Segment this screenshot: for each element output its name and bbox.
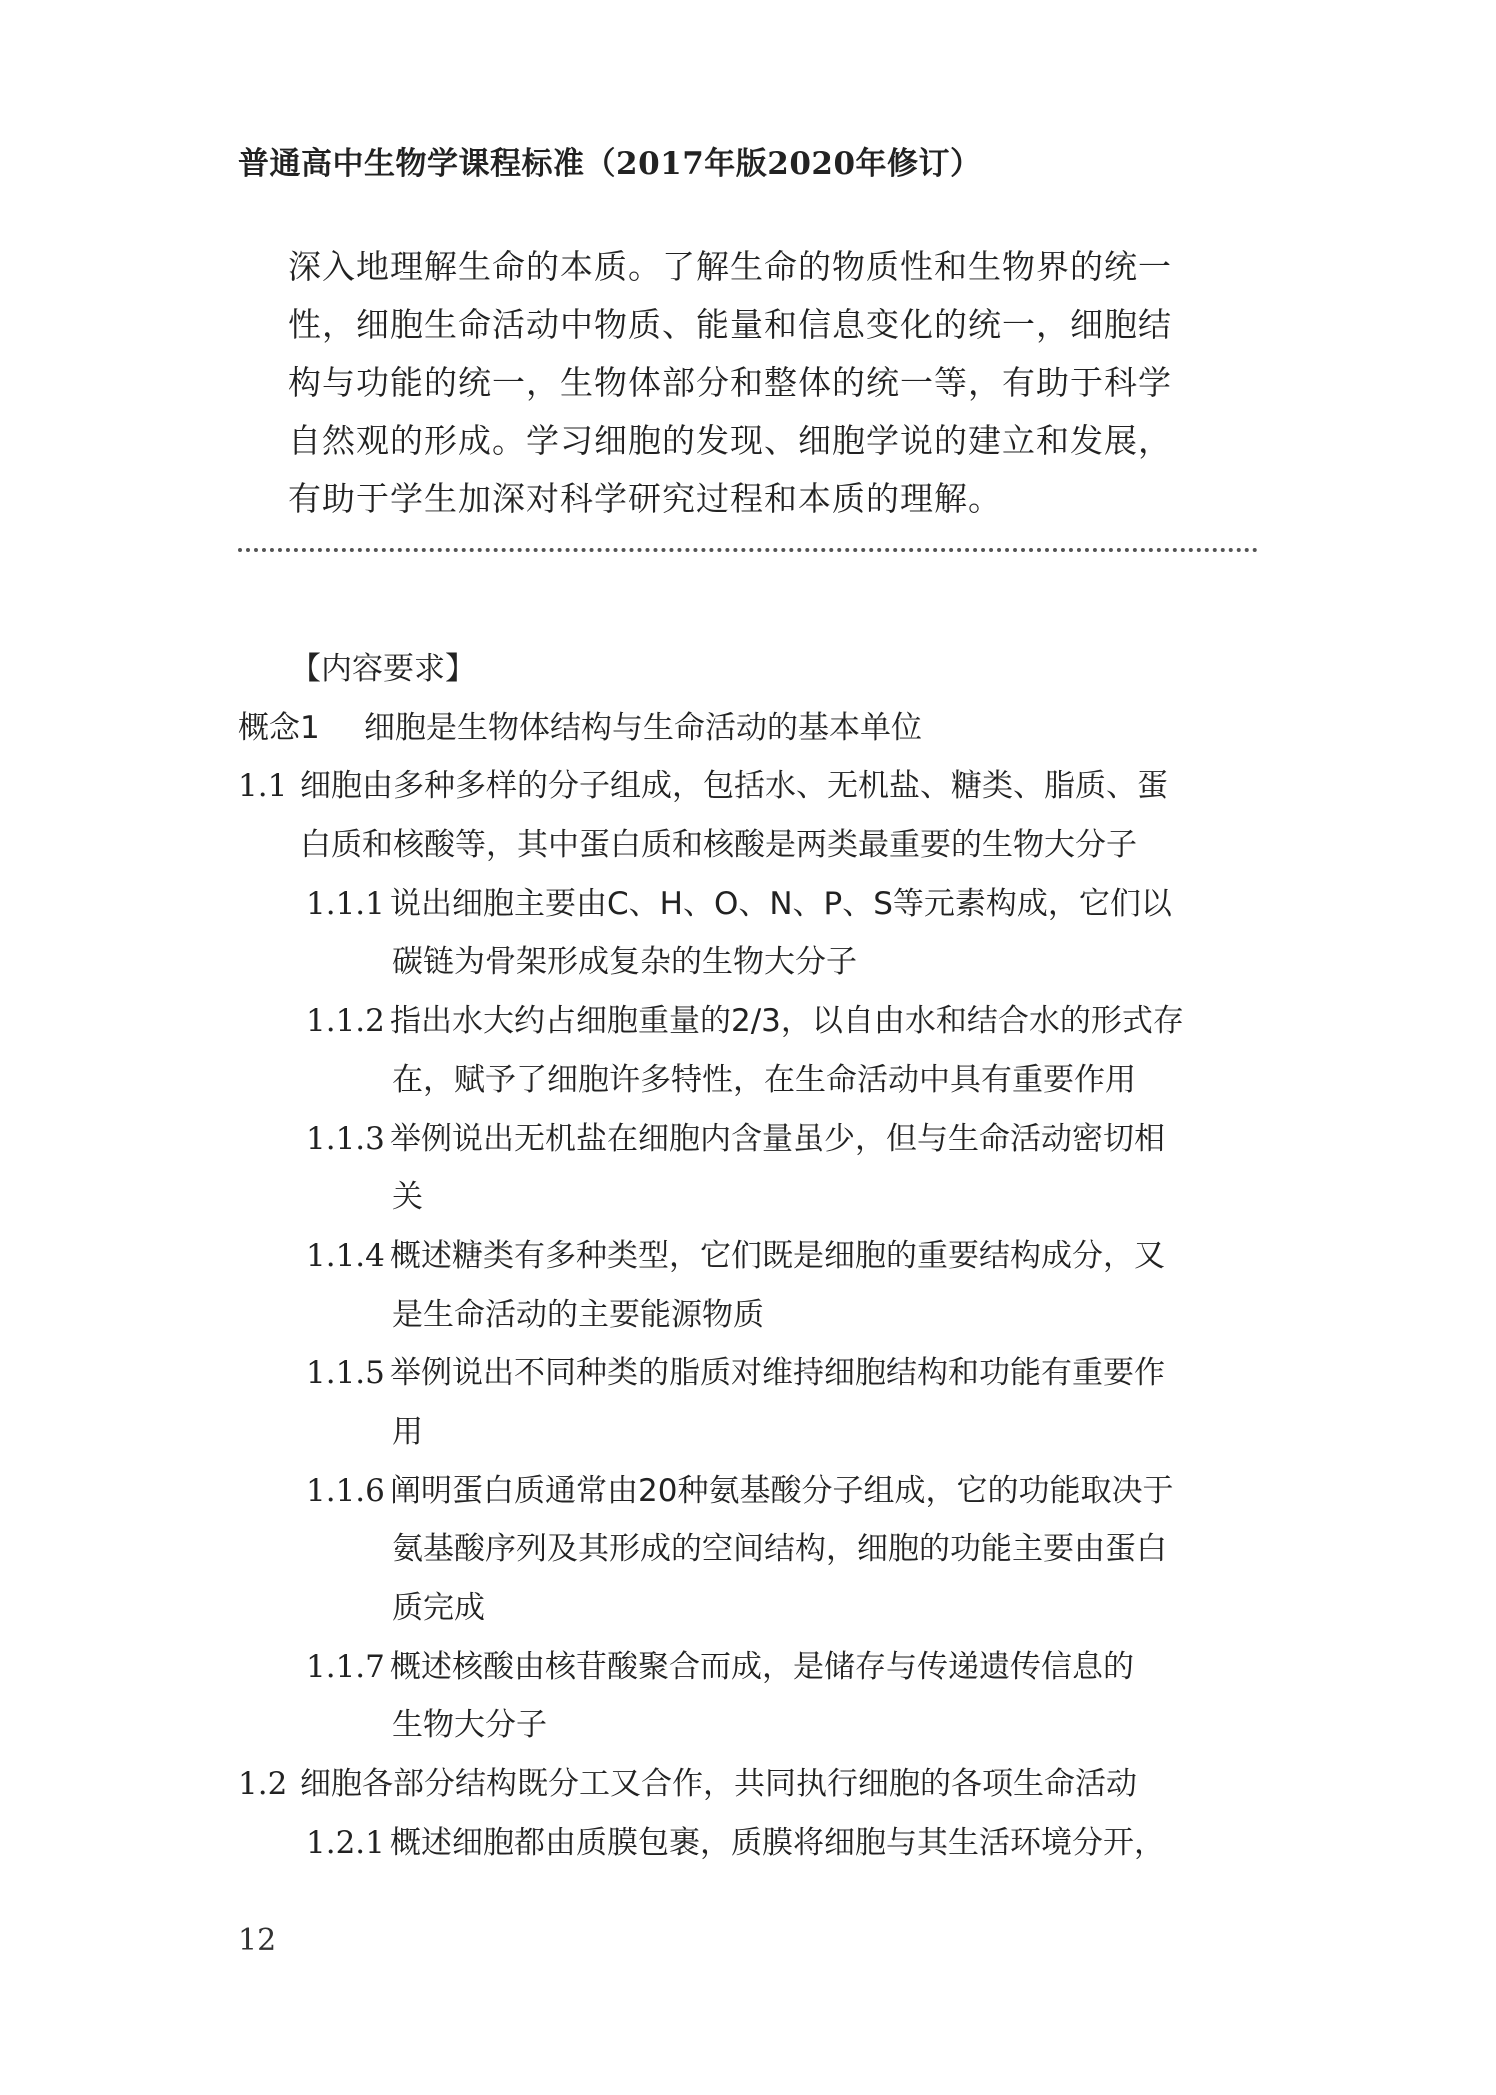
item-text: 氨基酸序列及其形成的空间结构，细胞的功能主要由蛋白: [392, 1531, 1167, 1568]
item-text: 指出水大约占细胞重量的2/3，以自由水和结合水的形式存: [390, 1003, 1184, 1040]
intro-line: 性，细胞生命活动中物质、能量和信息变化的统一，细胞结: [288, 305, 1172, 344]
list-item: [238, 1110, 1258, 1169]
item-number: 1.1.7: [306, 1648, 385, 1685]
list-item: [238, 875, 1258, 934]
item-text: 质完成: [392, 1590, 485, 1626]
list-item-continuation: [238, 1286, 1258, 1345]
item-text: 碳链为骨架形成复杂的生物大分子: [392, 944, 857, 981]
section-title: 【内容要求】: [290, 651, 476, 687]
item-text: 举例说出不同种类的脂质对维持细胞结构和功能有重要作: [390, 1355, 1165, 1392]
list-item: [238, 1755, 1258, 1814]
item-text: 概述细胞都由质膜包裹，质膜将细胞与其生活环境分开，: [390, 1824, 1165, 1861]
list-item: [238, 1814, 1258, 1873]
list-item-continuation: [238, 1579, 1258, 1638]
item-text: 细胞各部分结构既分工又合作，共同执行细胞的各项生命活动: [300, 1766, 1137, 1803]
list-item-continuation: [238, 1403, 1258, 1462]
item-number: 1.1: [238, 768, 288, 805]
item-text: 说出细胞主要由C、H、O、N、P、S等元素构成，它们以: [390, 885, 1172, 922]
concept-number: 概念1: [238, 709, 320, 746]
item-number: 1.2.1: [306, 1824, 385, 1861]
intro-line: 构与功能的统一，生物体部分和整体的统一等，有助于科学: [288, 363, 1172, 402]
item-number: 1.1.2: [306, 1003, 385, 1040]
list-item-continuation: [238, 816, 1258, 875]
intro-line: 深入地理解生命的本质。了解生命的物质性和生物界的统一: [288, 247, 1172, 286]
item-number: 1.1.3: [306, 1120, 385, 1157]
concept-title: 细胞是生物体结构与生命活动的基本单位: [364, 709, 922, 746]
item-number: 1.1.6: [306, 1472, 385, 1509]
concept-heading: [238, 699, 1258, 758]
page-header: 普通高中生物学课程标准（2017年版2020年修订）: [238, 146, 982, 182]
intro-paragraph: [288, 238, 1268, 528]
item-number: 1.2: [238, 1766, 288, 1803]
page-number: 12: [238, 1923, 277, 1958]
item-text: 是生命活动的主要能源物质: [392, 1296, 764, 1333]
item-number: 1.1.5: [306, 1355, 385, 1392]
list-item: [238, 757, 1258, 816]
list-item: [238, 1227, 1258, 1286]
item-text: 概述糖类有多种类型，它们既是细胞的重要结构成分，又: [390, 1237, 1165, 1274]
list-item: [238, 1344, 1258, 1403]
item-text: 概述核酸由核苷酸聚合而成，是储存与传递遗传信息的: [390, 1648, 1134, 1685]
item-text: 举例说出无机盐在细胞内含量虽少，但与生命活动密切相: [390, 1120, 1165, 1157]
content-requirements: [238, 640, 1258, 1872]
item-text: 细胞由多种多样的分子组成，包括水、无机盐、糖类、脂质、蛋: [300, 768, 1168, 805]
list-item: [238, 1462, 1258, 1521]
dotted-divider: [238, 548, 1258, 552]
list-item-continuation: [238, 1696, 1258, 1755]
list-item-continuation: [238, 1520, 1258, 1579]
intro-line: 自然观的形成。学习细胞的发现、细胞学说的建立和发展，: [288, 421, 1172, 460]
list-item-continuation: [238, 1051, 1258, 1110]
item-number: 1.1.1: [306, 885, 385, 922]
list-item: [238, 992, 1258, 1051]
item-text: 在，赋予了细胞许多特性，在生命活动中具有重要作用: [392, 1061, 1136, 1098]
list-item-continuation: [238, 1168, 1258, 1227]
item-text: 白质和核酸等，其中蛋白质和核酸是两类最重要的生物大分子: [300, 827, 1137, 864]
item-text: 用: [392, 1413, 423, 1450]
list-item-continuation: [238, 933, 1258, 992]
list-item: [238, 1638, 1258, 1697]
item-text: 生物大分子: [392, 1707, 547, 1744]
intro-line: 有助于学生加深对科学研究过程和本质的理解。: [288, 479, 1002, 518]
item-text: 关: [392, 1179, 423, 1216]
item-number: 1.1.4: [306, 1237, 385, 1274]
item-text: 阐明蛋白质通常由20种氨基酸分子组成，它的功能取决于: [390, 1472, 1174, 1509]
